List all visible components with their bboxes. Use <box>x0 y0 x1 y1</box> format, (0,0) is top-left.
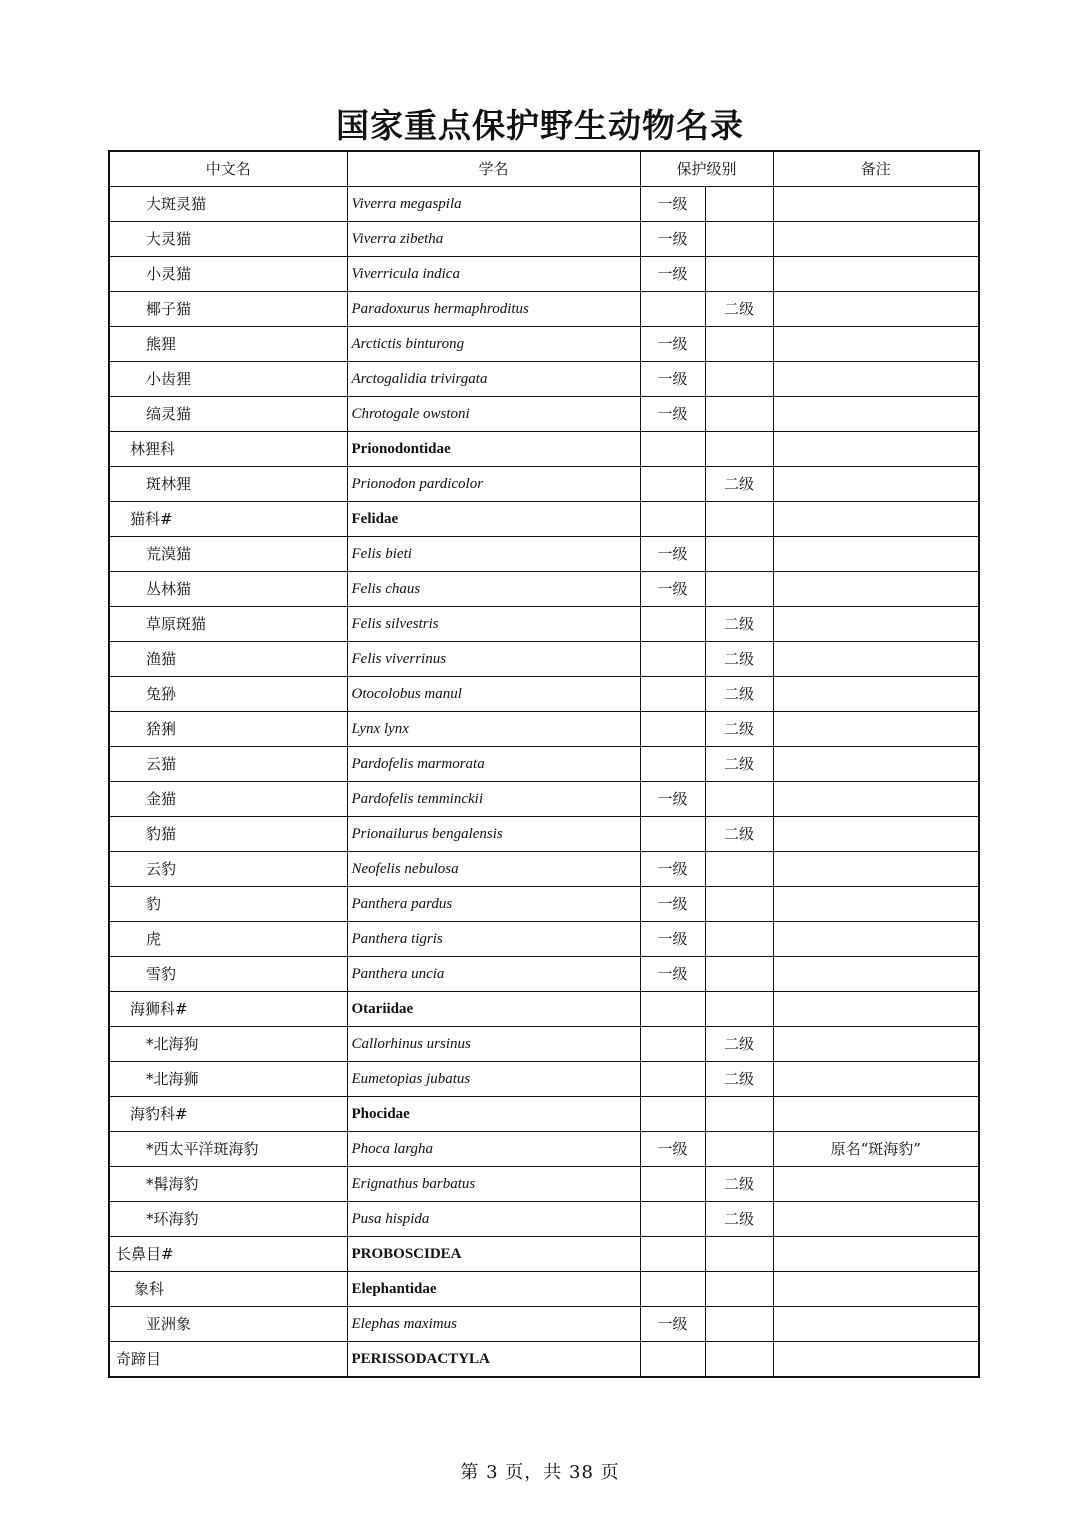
cell-cn-name: 虎 <box>109 922 347 957</box>
cell-note <box>773 922 979 957</box>
cell-cn-name: 熊狸 <box>109 327 347 362</box>
cell-sci-name: Neofelis nebulosa <box>347 852 640 887</box>
cell-sci-name: Prionodon pardicolor <box>347 467 640 502</box>
cell-note <box>773 537 979 572</box>
cell-note <box>773 957 979 992</box>
cell-sci-name: Panthera pardus <box>347 887 640 922</box>
cell-level-2 <box>705 1097 773 1132</box>
cell-cn-name: 猫科# <box>109 502 347 537</box>
table-row <box>109 677 979 712</box>
table-row <box>109 1167 979 1202</box>
cell-cn-name: 大斑灵猫 <box>109 187 347 222</box>
cell-sci-name: Viverricula indica <box>347 257 640 292</box>
cell-cn-name: *北海狮 <box>109 1062 347 1097</box>
cell-sci-name: Eumetopias jubatus <box>347 1062 640 1097</box>
cell-sci-name: Viverra megaspila <box>347 187 640 222</box>
cell-level-2: 二级 <box>705 1062 773 1097</box>
cell-level-2: 二级 <box>705 1167 773 1202</box>
cell-level-2 <box>705 1132 773 1167</box>
table-row <box>109 782 979 817</box>
cell-cn-name: 金猫 <box>109 782 347 817</box>
cell-note <box>773 607 979 642</box>
cell-level-1 <box>640 747 705 782</box>
cell-cn-name: 雪豹 <box>109 957 347 992</box>
cell-level-1 <box>640 432 705 467</box>
cell-level-2 <box>705 572 773 607</box>
cell-level-2 <box>705 222 773 257</box>
cell-cn-name: 云豹 <box>109 852 347 887</box>
header-note: 备注 <box>773 151 979 187</box>
cell-note <box>773 642 979 677</box>
cell-level-2 <box>705 537 773 572</box>
cell-sci-name: PERISSODACTYLA <box>347 1342 640 1378</box>
cell-note <box>773 292 979 327</box>
cell-level-1 <box>640 992 705 1027</box>
table-row <box>109 327 979 362</box>
cell-level-2 <box>705 992 773 1027</box>
table-row <box>109 747 979 782</box>
cell-note: 原名“斑海豹” <box>773 1132 979 1167</box>
cell-cn-name: 小齿狸 <box>109 362 347 397</box>
table-header-row <box>109 151 979 187</box>
cell-level-2 <box>705 1307 773 1342</box>
cell-note <box>773 572 979 607</box>
cell-cn-name: 长鼻目# <box>109 1237 347 1272</box>
cell-note <box>773 1237 979 1272</box>
cell-sci-name: Phocidae <box>347 1097 640 1132</box>
cell-note <box>773 222 979 257</box>
table-row <box>109 1027 979 1062</box>
cell-sci-name: Felis chaus <box>347 572 640 607</box>
cell-level-2 <box>705 782 773 817</box>
cell-level-1: 一级 <box>640 397 705 432</box>
cell-level-2: 二级 <box>705 747 773 782</box>
cell-level-1: 一级 <box>640 887 705 922</box>
cell-cn-name: *北海狗 <box>109 1027 347 1062</box>
cell-sci-name: Pusa hispida <box>347 1202 640 1237</box>
cell-sci-name: Otocolobus manul <box>347 677 640 712</box>
cell-sci-name: Paradoxurus hermaphroditus <box>347 292 640 327</box>
table-row <box>109 257 979 292</box>
cell-cn-name: 豹 <box>109 887 347 922</box>
table-row <box>109 222 979 257</box>
cell-note <box>773 887 979 922</box>
cell-level-2 <box>705 502 773 537</box>
cell-level-2 <box>705 327 773 362</box>
cell-cn-name: *环海豹 <box>109 1202 347 1237</box>
cell-cn-name: 兔狲 <box>109 677 347 712</box>
header-cn-name: 中文名 <box>109 151 347 187</box>
cell-sci-name: Pardofelis temminckii <box>347 782 640 817</box>
cell-level-1 <box>640 677 705 712</box>
cell-level-2: 二级 <box>705 1202 773 1237</box>
cell-level-1: 一级 <box>640 572 705 607</box>
species-table <box>108 150 980 1378</box>
cell-level-1 <box>640 1237 705 1272</box>
cell-note <box>773 747 979 782</box>
table-row <box>109 292 979 327</box>
cell-sci-name: Arctictis binturong <box>347 327 640 362</box>
cell-level-2: 二级 <box>705 292 773 327</box>
cell-level-2: 二级 <box>705 607 773 642</box>
cell-level-2: 二级 <box>705 1027 773 1062</box>
cell-note <box>773 1202 979 1237</box>
cell-level-1 <box>640 1167 705 1202</box>
cell-level-2 <box>705 397 773 432</box>
cell-note <box>773 467 979 502</box>
page-footer: 第 3 页，共 38 页 <box>460 1462 620 1483</box>
cell-level-2 <box>705 1342 773 1378</box>
cell-level-1 <box>640 642 705 677</box>
cell-level-1 <box>640 467 705 502</box>
cell-level-1 <box>640 1097 705 1132</box>
header-sci-name: 学名 <box>347 151 640 187</box>
cell-level-1 <box>640 1062 705 1097</box>
cell-level-2 <box>705 257 773 292</box>
cell-sci-name: PROBOSCIDEA <box>347 1237 640 1272</box>
cell-sci-name: Panthera tigris <box>347 922 640 957</box>
cell-cn-name: 云猫 <box>109 747 347 782</box>
cell-cn-name: 斑林狸 <box>109 467 347 502</box>
cell-level-2 <box>705 432 773 467</box>
cell-level-1 <box>640 292 705 327</box>
cell-note <box>773 1097 979 1132</box>
cell-sci-name: Felidae <box>347 502 640 537</box>
cell-cn-name: 荒漠猫 <box>109 537 347 572</box>
cell-sci-name: Felis silvestris <box>347 607 640 642</box>
cell-sci-name: Prionodontidae <box>347 432 640 467</box>
cell-level-1: 一级 <box>640 187 705 222</box>
cell-level-1 <box>640 1342 705 1378</box>
cell-level-1 <box>640 607 705 642</box>
cell-sci-name: Felis bieti <box>347 537 640 572</box>
table-row <box>109 957 979 992</box>
cell-note <box>773 327 979 362</box>
table-row <box>109 362 979 397</box>
cell-level-1 <box>640 1272 705 1307</box>
cell-level-2: 二级 <box>705 467 773 502</box>
table-row <box>109 467 979 502</box>
cell-level-2 <box>705 362 773 397</box>
table-row <box>109 607 979 642</box>
cell-cn-name: 渔猫 <box>109 642 347 677</box>
cell-sci-name: Panthera uncia <box>347 957 640 992</box>
cell-level-1: 一级 <box>640 782 705 817</box>
cell-sci-name: Callorhinus ursinus <box>347 1027 640 1062</box>
cell-note <box>773 257 979 292</box>
cell-level-1 <box>640 502 705 537</box>
table-row <box>109 642 979 677</box>
cell-cn-name: 象科 <box>109 1272 347 1307</box>
cell-cn-name: 小灵猫 <box>109 257 347 292</box>
cell-cn-name: 林狸科 <box>109 432 347 467</box>
cell-sci-name: Chrotogale owstoni <box>347 397 640 432</box>
cell-level-2: 二级 <box>705 642 773 677</box>
cell-note <box>773 852 979 887</box>
cell-note <box>773 1167 979 1202</box>
cell-level-2 <box>705 1237 773 1272</box>
table-row <box>109 502 979 537</box>
table-row <box>109 1097 979 1132</box>
cell-level-2: 二级 <box>705 817 773 852</box>
cell-note <box>773 1027 979 1062</box>
table-row <box>109 432 979 467</box>
cell-cn-name: 豹猫 <box>109 817 347 852</box>
cell-level-1 <box>640 1202 705 1237</box>
cell-level-1 <box>640 817 705 852</box>
cell-level-1 <box>640 1027 705 1062</box>
table-row <box>109 537 979 572</box>
cell-sci-name: Felis viverrinus <box>347 642 640 677</box>
header-level: 保护级别 <box>640 151 773 187</box>
cell-cn-name: 海狮科# <box>109 992 347 1027</box>
cell-level-2 <box>705 1272 773 1307</box>
cell-note <box>773 712 979 747</box>
cell-sci-name: Erignathus barbatus <box>347 1167 640 1202</box>
table-body <box>109 187 979 1378</box>
cell-level-1 <box>640 712 705 747</box>
table-row <box>109 1062 979 1097</box>
cell-level-2: 二级 <box>705 712 773 747</box>
cell-sci-name: Lynx lynx <box>347 712 640 747</box>
cell-sci-name: Elephas maximus <box>347 1307 640 1342</box>
table-row <box>109 712 979 747</box>
cell-sci-name: Pardofelis marmorata <box>347 747 640 782</box>
cell-sci-name: Elephantidae <box>347 1272 640 1307</box>
cell-sci-name: Arctogalidia trivirgata <box>347 362 640 397</box>
cell-sci-name: Phoca largha <box>347 1132 640 1167</box>
cell-level-1: 一级 <box>640 537 705 572</box>
table-row <box>109 1272 979 1307</box>
cell-level-1: 一级 <box>640 852 705 887</box>
cell-level-2 <box>705 957 773 992</box>
table-row <box>109 1237 979 1272</box>
cell-level-2 <box>705 922 773 957</box>
cell-note <box>773 187 979 222</box>
cell-level-1: 一级 <box>640 327 705 362</box>
table-row <box>109 572 979 607</box>
table-row <box>109 187 979 222</box>
cell-cn-name: 海豹科# <box>109 1097 347 1132</box>
cell-level-2: 二级 <box>705 677 773 712</box>
cell-level-1: 一级 <box>640 222 705 257</box>
table-row <box>109 852 979 887</box>
cell-sci-name: Prionailurus bengalensis <box>347 817 640 852</box>
table-row <box>109 922 979 957</box>
cell-note <box>773 677 979 712</box>
cell-level-2 <box>705 187 773 222</box>
cell-cn-name: 椰子猫 <box>109 292 347 327</box>
cell-level-1: 一级 <box>640 957 705 992</box>
cell-note <box>773 817 979 852</box>
cell-cn-name: 缟灵猫 <box>109 397 347 432</box>
cell-note <box>773 1272 979 1307</box>
table-row <box>109 1202 979 1237</box>
cell-cn-name: 亚洲象 <box>109 1307 347 1342</box>
cell-note <box>773 502 979 537</box>
table-row <box>109 1307 979 1342</box>
cell-note <box>773 1062 979 1097</box>
cell-note <box>773 782 979 817</box>
table-row <box>109 817 979 852</box>
cell-note <box>773 362 979 397</box>
table-row <box>109 887 979 922</box>
cell-level-2 <box>705 887 773 922</box>
cell-cn-name: *西太平洋斑海豹 <box>109 1132 347 1167</box>
cell-level-1: 一级 <box>640 922 705 957</box>
cell-note <box>773 992 979 1027</box>
cell-sci-name: Viverra zibetha <box>347 222 640 257</box>
cell-level-1: 一级 <box>640 362 705 397</box>
cell-cn-name: 大灵猫 <box>109 222 347 257</box>
cell-cn-name: 猞猁 <box>109 712 347 747</box>
page-title: 国家重点保护野生动物名录 <box>336 106 744 145</box>
cell-level-1: 一级 <box>640 257 705 292</box>
cell-cn-name: 草原斑猫 <box>109 607 347 642</box>
table-row <box>109 397 979 432</box>
table-row <box>109 1132 979 1167</box>
cell-cn-name: 奇蹄目 <box>109 1342 347 1378</box>
table-row <box>109 1342 979 1378</box>
cell-level-1: 一级 <box>640 1307 705 1342</box>
cell-cn-name: 丛林猫 <box>109 572 347 607</box>
table-row <box>109 992 979 1027</box>
cell-level-2 <box>705 852 773 887</box>
cell-note <box>773 1342 979 1378</box>
cell-cn-name: *髯海豹 <box>109 1167 347 1202</box>
cell-sci-name: Otariidae <box>347 992 640 1027</box>
cell-note <box>773 432 979 467</box>
cell-note <box>773 1307 979 1342</box>
cell-note <box>773 397 979 432</box>
cell-level-1: 一级 <box>640 1132 705 1167</box>
